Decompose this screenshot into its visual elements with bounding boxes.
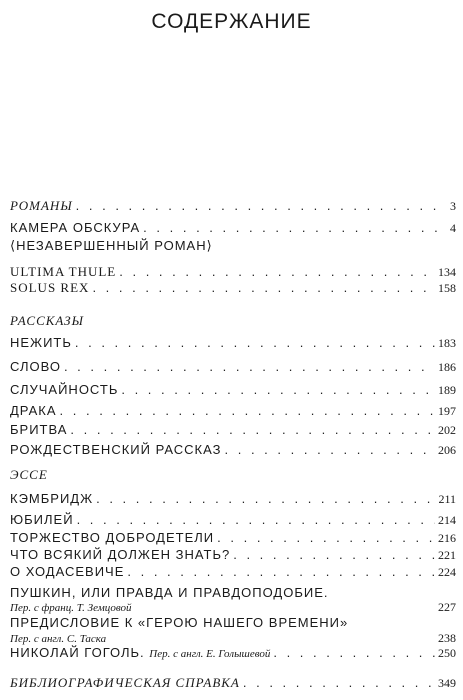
toc-entry bbox=[10, 530, 456, 546]
leader-dots bbox=[70, 422, 435, 438]
section-novels bbox=[10, 198, 456, 214]
toc-entry-translator-row bbox=[10, 632, 456, 646]
page-number: 3 bbox=[450, 199, 456, 213]
toc-entry bbox=[10, 335, 456, 351]
page-number: 211 bbox=[438, 492, 456, 506]
leader-dots bbox=[243, 675, 435, 691]
entry-title: РОЖДЕСТВЕНСКИЙ РАССКАЗ bbox=[10, 442, 222, 457]
page-number: 238 bbox=[438, 631, 456, 645]
entry-title: ЮБИЛЕЙ bbox=[10, 512, 74, 527]
leader-dots bbox=[60, 403, 435, 419]
page-number: 250 bbox=[438, 646, 456, 660]
entry-title: ТОРЖЕСТВО ДОБРОДЕТЕЛИ bbox=[10, 530, 215, 545]
entry-title: КАМЕРА ОБСКУРА bbox=[10, 220, 141, 235]
page-number: 206 bbox=[438, 443, 456, 457]
page-number: 349 bbox=[438, 676, 456, 690]
leader-dots bbox=[77, 512, 435, 528]
section-essays bbox=[10, 467, 456, 483]
toc-entry bbox=[10, 220, 456, 236]
leader-dots bbox=[119, 264, 435, 280]
page-title: СОДЕРЖАНИЕ bbox=[151, 10, 312, 33]
leader-dots bbox=[273, 645, 435, 661]
page-number: 158 bbox=[438, 281, 456, 295]
toc-entry-title: ПУШКИН, ИЛИ ПРАВДА И ПРАВДОПОДОБИЕ. bbox=[10, 585, 329, 600]
toc-entry-title: ПРЕДИСЛОВИЕ К «ГЕРОЮ НАШЕГО ВРЕМЕНИ» bbox=[10, 615, 349, 630]
leader-dots bbox=[127, 564, 435, 580]
page-number: 183 bbox=[438, 336, 456, 350]
toc-entry bbox=[10, 359, 456, 375]
toc-entry bbox=[10, 280, 456, 296]
translator-credit: Пер. с англ. Е. Голышевой bbox=[149, 648, 271, 660]
leader-dots bbox=[217, 530, 435, 546]
section-label: ЭССЕ bbox=[10, 467, 48, 482]
toc-entry-subtitle: ⟨НЕЗАВЕРШЕННЫЙ РОМАН⟩ bbox=[10, 238, 213, 253]
bibliography-label: БИБЛИОГРАФИЧЕСКАЯ СПРАВКА bbox=[10, 675, 240, 690]
toc-entry bbox=[10, 512, 456, 528]
page-number: 221 bbox=[438, 548, 456, 562]
leader-dots bbox=[75, 335, 435, 351]
toc-entry bbox=[10, 491, 456, 507]
entry-title: НЕЖИТЬ bbox=[10, 335, 72, 350]
leader-dots bbox=[225, 442, 436, 458]
toc-entry bbox=[10, 564, 456, 580]
entry-title: ДРАКА bbox=[10, 403, 57, 418]
page-number: 227 bbox=[438, 600, 456, 614]
toc-entry bbox=[10, 442, 456, 458]
toc-entry bbox=[10, 264, 456, 280]
leader-dots bbox=[143, 220, 447, 236]
entry-title: SOLUS REX bbox=[10, 280, 90, 295]
entry-title: КЭМБРИДЖ bbox=[10, 491, 94, 506]
page-number: 202 bbox=[438, 423, 456, 437]
leader-dots bbox=[76, 198, 447, 214]
toc-entry bbox=[10, 645, 456, 662]
entry-title: ЧТО ВСЯКИЙ ДОЛЖЕН ЗНАТЬ? bbox=[10, 547, 231, 562]
entry-title bbox=[10, 645, 270, 662]
page-number: 197 bbox=[438, 404, 456, 418]
page-number: 186 bbox=[438, 360, 456, 374]
entry-title: СЛУЧАЙНОСТЬ bbox=[10, 382, 119, 397]
toc-entry bbox=[10, 382, 456, 398]
section-label: РАССКАЗЫ bbox=[10, 313, 84, 328]
translator-credit: Пер. с англ. С. Таска bbox=[10, 633, 107, 645]
page-number: 224 bbox=[438, 565, 456, 579]
entry-title: БРИТВА bbox=[10, 422, 68, 437]
section-stories bbox=[10, 313, 456, 329]
translator-credit: Пер. с франц. Т. Земцовой bbox=[10, 602, 132, 614]
entry-title: ULTIMA THULE bbox=[10, 264, 117, 279]
leader-dots bbox=[92, 280, 435, 296]
toc-entry bbox=[10, 403, 456, 419]
leader-dots bbox=[233, 547, 435, 563]
entry-title: О ХОДАСЕВИЧЕ bbox=[10, 564, 125, 579]
leader-dots bbox=[64, 359, 435, 375]
page-number: 134 bbox=[438, 265, 456, 279]
toc-entry-translator-row bbox=[10, 601, 456, 615]
toc-entry bbox=[10, 547, 456, 563]
page-number: 214 bbox=[438, 513, 456, 527]
entry-title: СЛОВО bbox=[10, 359, 61, 374]
entry-title-text: НИКОЛАЙ ГОГОЛЬ. bbox=[10, 645, 145, 660]
page-number: 189 bbox=[438, 383, 456, 397]
leader-dots bbox=[96, 491, 435, 507]
page-number: 4 bbox=[450, 221, 456, 235]
page-number: 216 bbox=[438, 531, 456, 545]
bibliography-entry bbox=[10, 675, 456, 691]
leader-dots bbox=[121, 382, 435, 398]
section-label: РОМАНЫ bbox=[10, 198, 73, 213]
toc-entry bbox=[10, 422, 456, 438]
